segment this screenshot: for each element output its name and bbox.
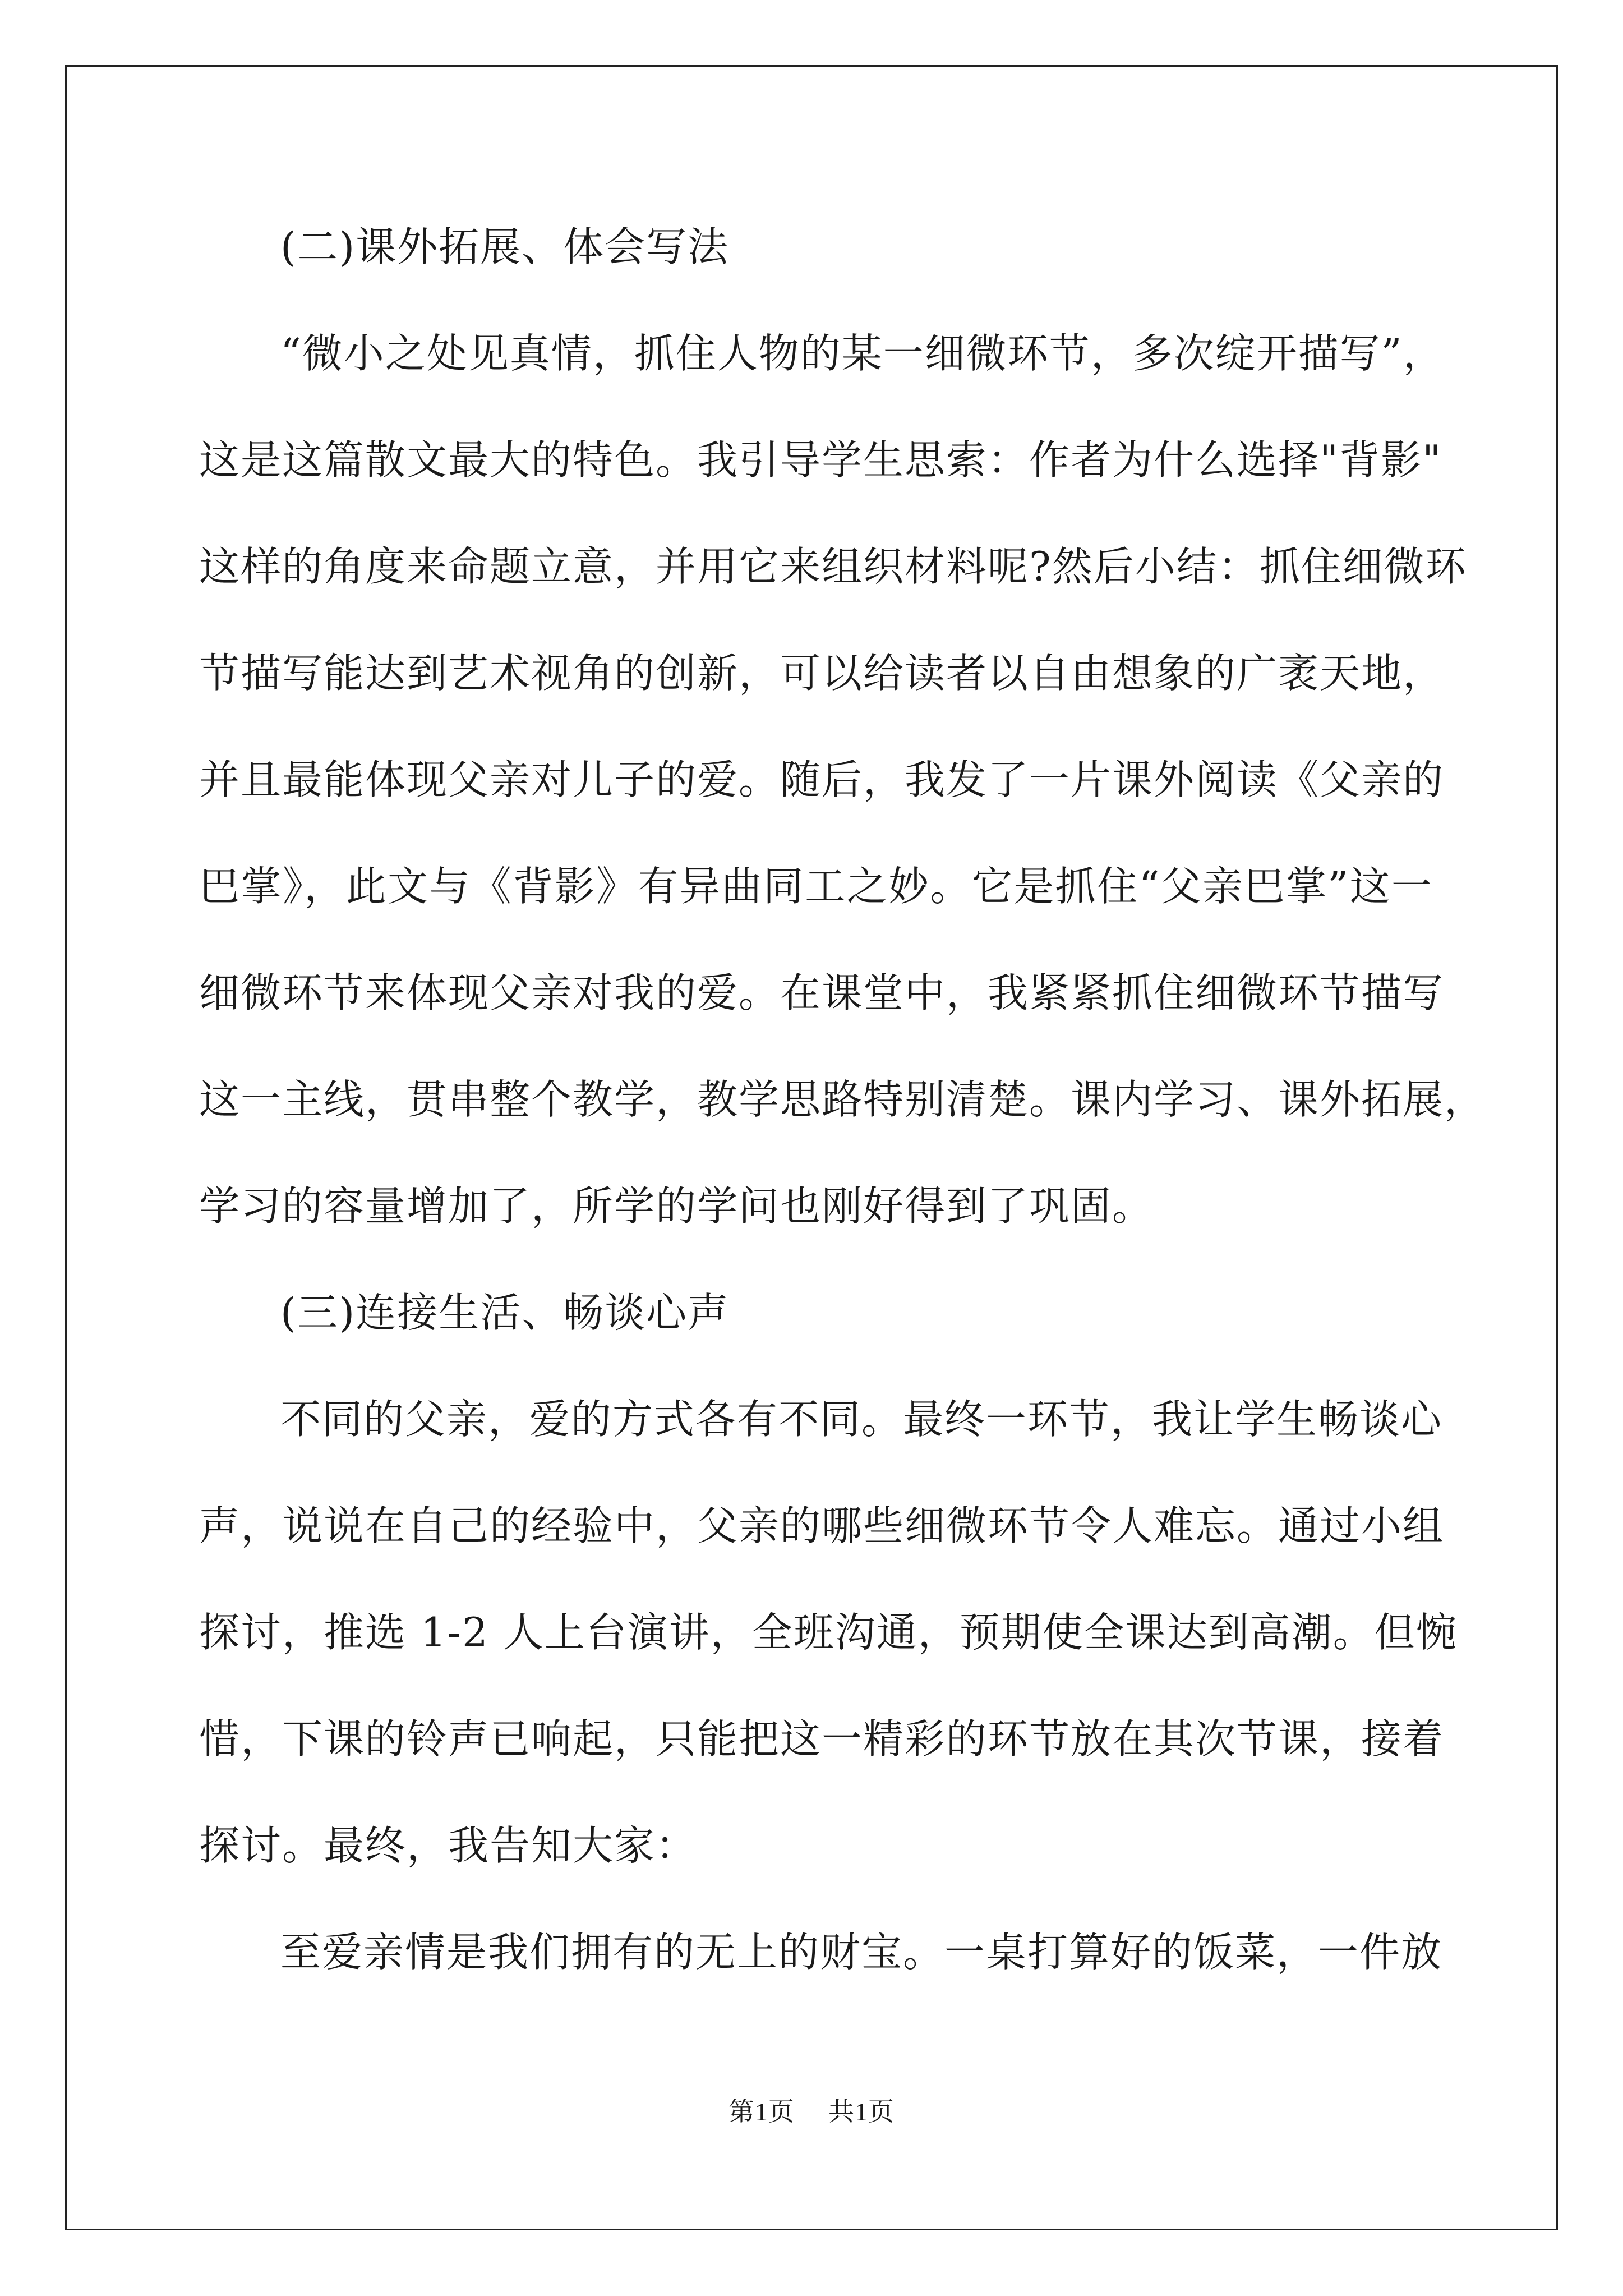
- paragraph-line: 学习的容量增加了，所学的学问也刚好得到了巩固。: [199, 1182, 1154, 1230]
- section-heading: (三)连接生活、畅谈心声: [280, 1289, 730, 1336]
- paragraph-line: 这样的角度来命题立意，并用它来组织材料呢?然后小结：抓住细微环: [199, 543, 1467, 590]
- paragraph-line: 声，说说在自己的经验中，父亲的哪些细微环节令人难忘。通过小组: [199, 1502, 1445, 1549]
- paragraph-line: 不同的父亲，爱的方式各有不同。最终一环节，我让学生畅谈心: [280, 1396, 1443, 1443]
- paragraph-line: 细微环节来体现父亲对我的爱。在课堂中，我紧紧抓住细微环节描写: [199, 969, 1445, 1016]
- paragraph-line: 惜，下课的铃声已响起，只能把这一精彩的环节放在其次节课，接着: [199, 1715, 1445, 1763]
- page-number: 第1页: [728, 2097, 795, 2126]
- paragraph-line: 探讨，推选 1-2 人上台演讲，全班沟通，预期使全课达到高潮。但惋: [199, 1609, 1458, 1656]
- paragraph-line: 至爱亲情是我们拥有的无上的财宝。一桌打算好的饭菜，一件放: [280, 1929, 1443, 1976]
- paragraph-line: 巴掌》，此文与《背影》有异曲同工之妙。它是抓住“父亲巴掌”这一: [199, 863, 1433, 910]
- paragraph-line: 并且最能体现父亲对儿子的爱。随后，我发了一片课外阅读《父亲的: [199, 756, 1445, 803]
- paragraph-line: 这是这篇散文最大的特色。我引导学生思索：作者为什么选择"背影": [199, 436, 1442, 484]
- paragraph-line: “微小之处见真情，抓住人物的某一细微环节，多次绽开描写”，: [280, 330, 1445, 377]
- page-total: 共1页: [828, 2097, 895, 2126]
- page-footer: [0, 2095, 1623, 2129]
- paragraph-line: 这一主线，贯串整个教学，教学思路特别清楚。课内学习、课外拓展，: [199, 1076, 1486, 1123]
- paragraph-line: 探讨。最终，我告知大家：: [199, 1822, 698, 1869]
- paragraph-line: 节描写能达到艺术视角的创新，可以给读者以自由想象的广袤天地，: [199, 650, 1445, 697]
- page-border: [65, 65, 1558, 2230]
- section-heading: (二)课外拓展、体会写法: [280, 223, 730, 270]
